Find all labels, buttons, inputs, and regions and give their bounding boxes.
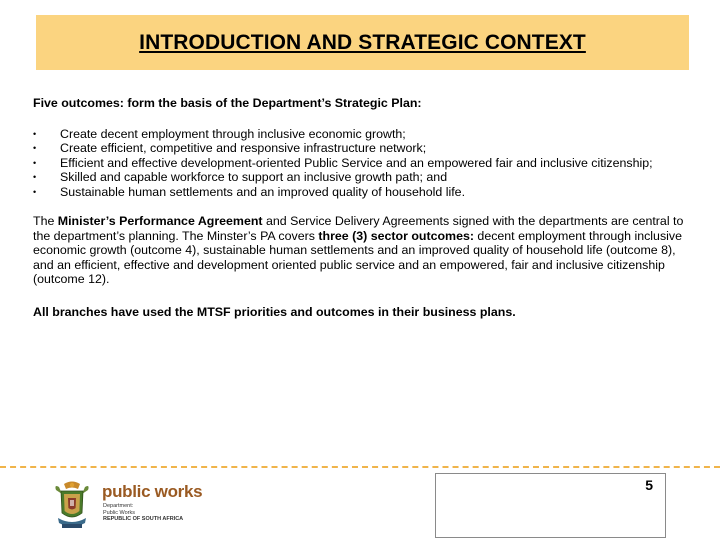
list-item bbox=[33, 141, 693, 156]
bullet-icon: • bbox=[33, 186, 37, 197]
outcome-text: Create efficient, competitive and responsive infrastructure network; bbox=[60, 141, 427, 155]
country-name: REPUBLIC OF SOUTH AFRICA bbox=[103, 516, 184, 522]
page-number: 5 bbox=[645, 477, 653, 493]
outcome-text: Skilled and capable workforce to support an inclusive growth path; and bbox=[60, 170, 448, 184]
outcome-text: Create decent employment through inclusive economic growth; bbox=[60, 126, 406, 141]
paragraph-bold-text: three (3) sector outcomes: bbox=[318, 228, 474, 243]
paragraph-text: and Service Delivery Agreements signed with the departments are central to the department’s planning. The Minster’s PA covers bbox=[33, 214, 684, 243]
list-item bbox=[33, 185, 693, 200]
performance-agreement-paragraph bbox=[33, 214, 693, 287]
list-item bbox=[33, 156, 693, 171]
department-name: Public Works bbox=[103, 509, 135, 516]
list-item bbox=[33, 127, 693, 142]
footer-logo bbox=[50, 480, 210, 530]
bullet-icon: • bbox=[33, 128, 37, 139]
closing-statement: All branches have used the MTSF priorities and outcomes in their business plans. bbox=[33, 304, 516, 319]
bullet-icon: • bbox=[33, 143, 37, 153]
outcome-list bbox=[33, 127, 693, 200]
brand-subtitle bbox=[103, 503, 183, 523]
paragraph-bold-text: Minister’s Performance Agreement bbox=[57, 214, 263, 228]
list-item bbox=[33, 170, 693, 185]
outcome-text: Sustainable human settlements and an improved quality of household life. bbox=[60, 184, 466, 199]
department-label: Department: bbox=[103, 503, 134, 509]
main-content bbox=[33, 96, 693, 319]
page-number-box bbox=[435, 473, 666, 538]
coat-of-arms-icon bbox=[50, 480, 94, 530]
footer-divider bbox=[0, 466, 720, 468]
bullet-icon: • bbox=[33, 157, 37, 168]
title-banner bbox=[36, 15, 689, 70]
intro-heading: Five outcomes: form the basis of the Department’s Strategic Plan: bbox=[33, 96, 422, 110]
page-title: INTRODUCTION AND STRATEGIC CONTEXT bbox=[139, 30, 586, 54]
bullet-icon: • bbox=[33, 172, 37, 182]
paragraph-text: The bbox=[33, 214, 58, 228]
outcome-text: Efficient and effective development-oriented Public Service and an empowered fair and inclusive citizenship; bbox=[60, 155, 653, 170]
paragraph-text: decent employment through inclusive economic growth (outcome 4), sustainable human settlements and an improved quality of household life (outcome 8), and an efficient, effective and development oriented public service and an empowered, fair and inclusive citizenship (outcome 12). bbox=[33, 228, 682, 286]
brand-name: public works bbox=[102, 482, 203, 501]
